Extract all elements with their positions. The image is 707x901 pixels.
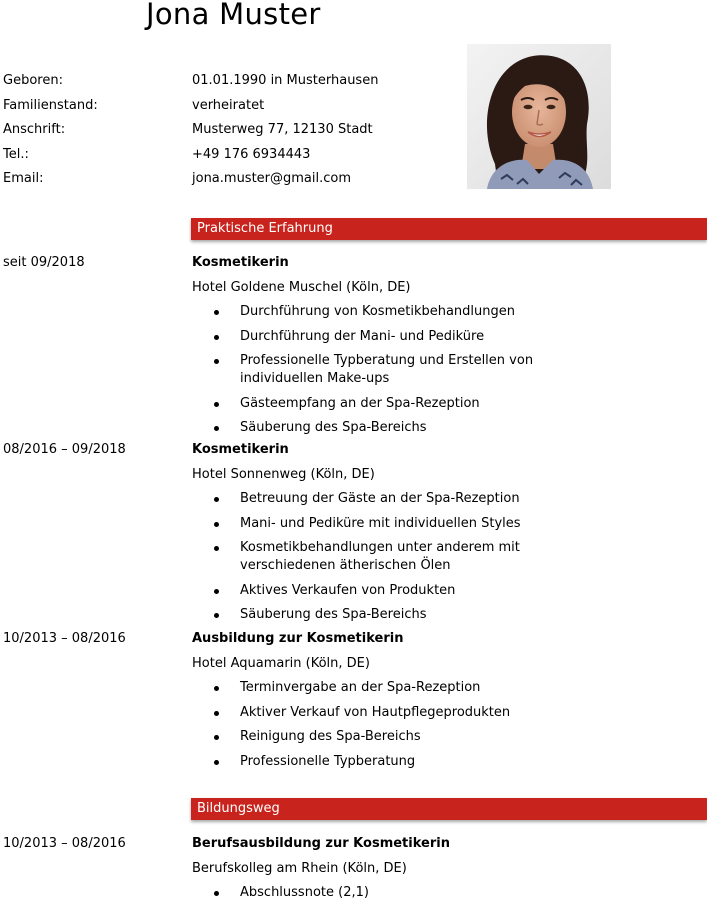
- list-item: [192, 303, 552, 328]
- list-item: [192, 753, 552, 778]
- entry-period: seit 09/2018: [3, 255, 85, 270]
- bullet-icon: [214, 760, 219, 765]
- entry-period: 10/2013 – 08/2016: [3, 836, 126, 851]
- personal-label: Anschrift:: [3, 122, 66, 137]
- entry-organization: Berufskolleg am Rhein (Köln, DE): [192, 860, 407, 876]
- bullet-icon: [214, 589, 219, 594]
- bullet-text: Betreuung der Gäste an der Spa-Rezeption: [240, 491, 520, 506]
- bullet-icon: [214, 426, 219, 431]
- personal-row-birth: [3, 72, 463, 97]
- bullet-text: Durchführung der Mani- und Pediküre: [240, 328, 485, 344]
- entry-content: [192, 630, 692, 777]
- list-item: [192, 515, 552, 540]
- bullet-icon: [214, 891, 219, 896]
- personal-value: Musterweg 77, 12130 Stadt: [192, 122, 373, 137]
- bullet-text: Aktives Verkaufen von Produkten: [240, 582, 456, 598]
- entry-title: Kosmetikerin: [192, 442, 289, 457]
- entry-bullet-list: [192, 303, 692, 444]
- bullet-text: Terminvergabe an der Spa-Rezeption: [240, 680, 481, 695]
- personal-label: Familienstand:: [3, 97, 98, 113]
- bullet-icon: [214, 735, 219, 740]
- entry-period: 10/2013 – 08/2016: [3, 631, 126, 646]
- list-item: [192, 539, 552, 582]
- entry-organization: Hotel Aquamarin (Köln, DE): [192, 655, 370, 671]
- bullet-text: Kosmetikbehandlungen unter anderem mit verschiedenen ätherischen Ölen: [240, 540, 520, 573]
- personal-value: 01.01.1990 in Musterhausen: [192, 73, 379, 88]
- section-header-education: Bildungsweg: [191, 798, 707, 820]
- bullet-text: Aktiver Verkauf von Hautpflegeprodukten: [240, 704, 511, 720]
- entry-period: 08/2016 – 09/2018: [3, 442, 126, 457]
- applicant-name: Jona Muster: [146, 0, 321, 31]
- list-item: [192, 679, 552, 704]
- personal-row-phone: [3, 146, 463, 171]
- entry-content: [192, 254, 692, 444]
- bullet-icon: [214, 711, 219, 716]
- list-item: [192, 582, 552, 607]
- list-item: [192, 884, 552, 901]
- entry-title: Berufsausbildung zur Kosmetikerin: [192, 836, 450, 851]
- personal-row-address: [3, 121, 463, 146]
- entry-content: [192, 441, 692, 631]
- personal-row-marital-status: [3, 97, 463, 122]
- list-item: [192, 352, 552, 395]
- bullet-text: Durchführung von Kosmetikbehandlungen: [240, 304, 516, 319]
- bullet-text: Abschlussnote (2,1): [240, 885, 369, 900]
- bullet-icon: [214, 522, 219, 527]
- entry-organization: Hotel Sonnenweg (Köln, DE): [192, 466, 375, 482]
- bullet-icon: [214, 497, 219, 502]
- portrait-image: [467, 44, 611, 189]
- entry-bullet-list: [192, 490, 692, 631]
- list-item: [192, 704, 552, 729]
- bullet-text: Säuberung des Spa-Bereichs: [240, 607, 427, 622]
- bullet-text: Professionelle Typberatung und Erstellen von individuellen Make-ups: [240, 353, 534, 386]
- bullet-icon: [214, 310, 219, 315]
- personal-value: verheiratet: [192, 97, 265, 113]
- bullet-icon: [214, 613, 219, 618]
- bullet-text: Mani- und Pediküre mit individuellen Styles: [240, 515, 521, 531]
- list-item: [192, 419, 552, 444]
- entry-organization: Hotel Goldene Muschel (Köln, DE): [192, 279, 411, 295]
- personal-label: Email:: [3, 171, 44, 186]
- section-header-experience: Praktische Erfahrung: [191, 218, 707, 240]
- entry-content: [192, 835, 692, 901]
- personal-label: Tel.:: [3, 146, 29, 162]
- bullet-text: Gästeempfang an der Spa-Rezeption: [240, 395, 480, 411]
- personal-value: +49 176 6934443: [192, 146, 311, 162]
- bullet-text: Säuberung des Spa-Bereichs: [240, 420, 427, 435]
- list-item: [192, 490, 552, 515]
- bullet-icon: [214, 335, 219, 340]
- personal-value: jona.muster@gmail.com: [192, 171, 352, 186]
- personal-label: Geboren:: [3, 73, 63, 88]
- list-item: [192, 728, 552, 753]
- bullet-icon: [214, 686, 219, 691]
- bullet-icon: [214, 359, 219, 364]
- entry-bullet-list: [192, 884, 692, 901]
- entry-title: Ausbildung zur Kosmetikerin: [192, 631, 404, 646]
- profile-photo: [467, 44, 611, 189]
- list-item: [192, 328, 552, 353]
- entry-title: Kosmetikerin: [192, 255, 289, 270]
- entry-bullet-list: [192, 679, 692, 777]
- list-item: [192, 395, 552, 420]
- personal-row-email: [3, 170, 463, 195]
- bullet-icon: [214, 546, 219, 551]
- personal-details: [3, 72, 463, 195]
- bullet-icon: [214, 402, 219, 407]
- bullet-text: Reinigung des Spa-Bereichs: [240, 729, 421, 744]
- list-item: [192, 606, 552, 631]
- bullet-text: Professionelle Typberatung: [240, 753, 416, 769]
